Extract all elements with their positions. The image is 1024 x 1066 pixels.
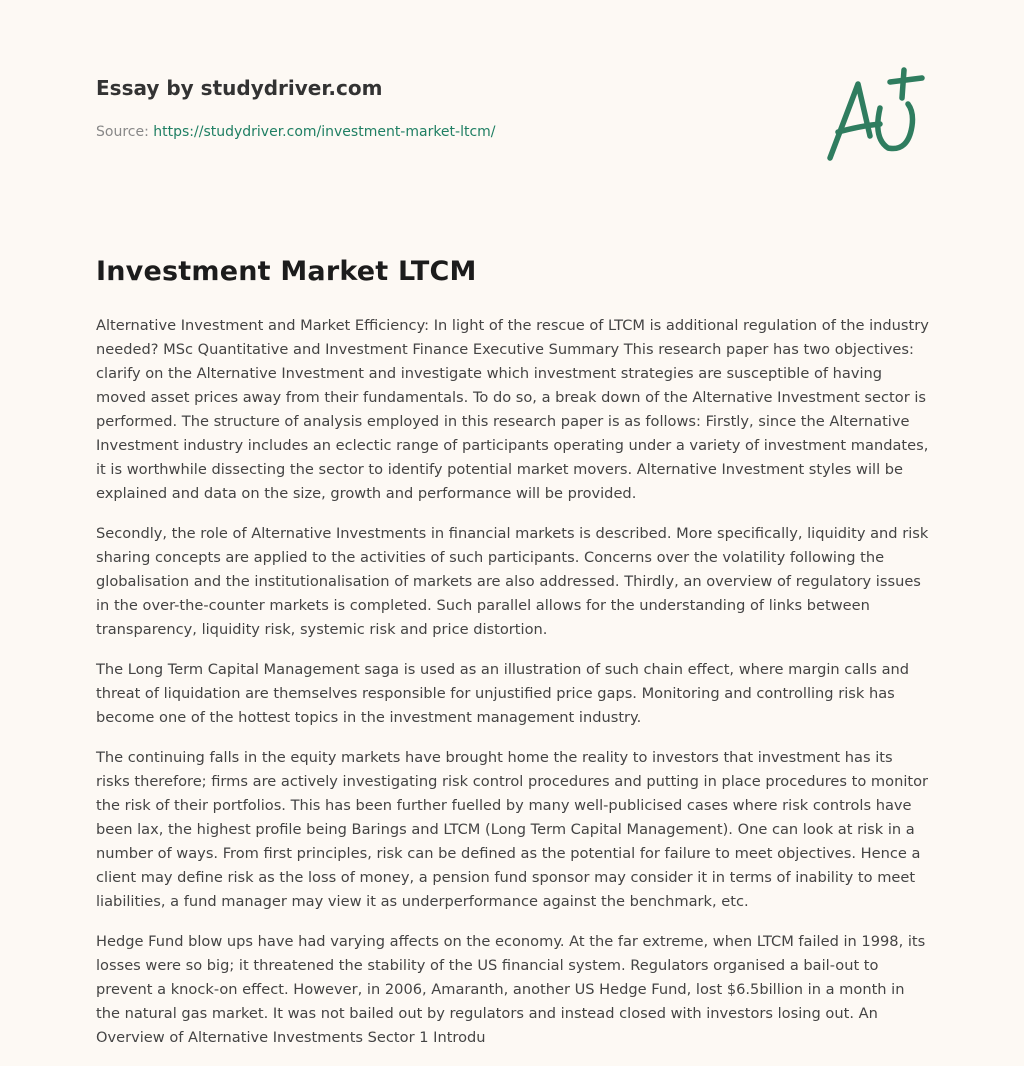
paragraph: Hedge Fund blow ups have had varying affects on the economy. At the far extreme, when LTCM failed in 1998, its losses were so big; it threatened the stability of the US financial system. Regulators organised a bail-out to prevent a knock-on effect. However, in 2006, Amaranth, another US Hedge Fund, lost $6.5billion in a month in the natural gas market. It was not bailed out by regulators and instead closed with investors losing out. An Overview of Alternative Investments Sector 1 Introdu [96,933,926,1046]
site-title: Essay by studydriver.com [96,76,383,100]
essay-title: Investment Market LTCM [96,256,477,287]
paragraph: The Long Term Capital Management saga is used as an illustration of such chain effect, where margin calls and threat of liquidation are themselves responsible for unjustified price gaps. Monitoring and controlling risk has become one of the hottest topics in the investment management industry. [96,661,910,726]
source-line [96,124,496,140]
source-label: Source: [96,124,149,140]
paragraph: The continuing falls in the equity markets have brought home the reality to investors that investment has its risks therefore; firms are actively investigating risk control procedures and putting in place procedures to monitor the risk of their portfolios. This has been further fuelled by many well-publicised cases where risk controls have been lax, the highest profile being Barings and LTCM (Long Term Capital Management). One can look at risk in a number of ways. From first principles, risk can be defined as the potential for failure to meet objectives. Hence a client may define risk as the loss of money, a pension fund sponsor may consider it in terms of inability to meet liabilities, a fund manager may view it as underperformance against the benchmark, etc. [96,749,929,910]
paragraph: Secondly, the role of Alternative Investments in financial markets is described. More specifically, liquidity and risk sharing concepts are applied to the activities of such participants. Concerns over the volatility following the globalisation and the institutionalisation of markets are also addressed. Thirdly, an overview of regulatory issues in the over-the-counter markets is completed. Such parallel allows for the understanding of links between transparency, liquidity risk, systemic risk and price distortion. [96,525,929,638]
a-plus-grade-icon [818,66,934,166]
source-link[interactable]: https://studydriver.com/investment-market-ltcm/ [153,124,496,140]
essay-body [96,314,930,1066]
paragraph: Alternative Investment and Market Efficiency: In light of the rescue of LTCM is additional regulation of the industry needed? MSc Quantitative and Investment Finance Executive Summary This research paper has two objectives: clarify on the Alternative Investment and investigate which investment strategies are susceptible of having moved asset prices away from their fundamentals. To do so, a break down of the Alternative Investment sector is performed. The structure of analysis employed in this research paper is as follows: Firstly, since the Alternative Investment industry includes an eclectic range of participants operating under a variety of investment mandates, it is worthwhile dissecting the sector to identify potential market movers. Alternative Investment styles will be explained and data on the size, growth and performance will be provided. [96,317,929,502]
